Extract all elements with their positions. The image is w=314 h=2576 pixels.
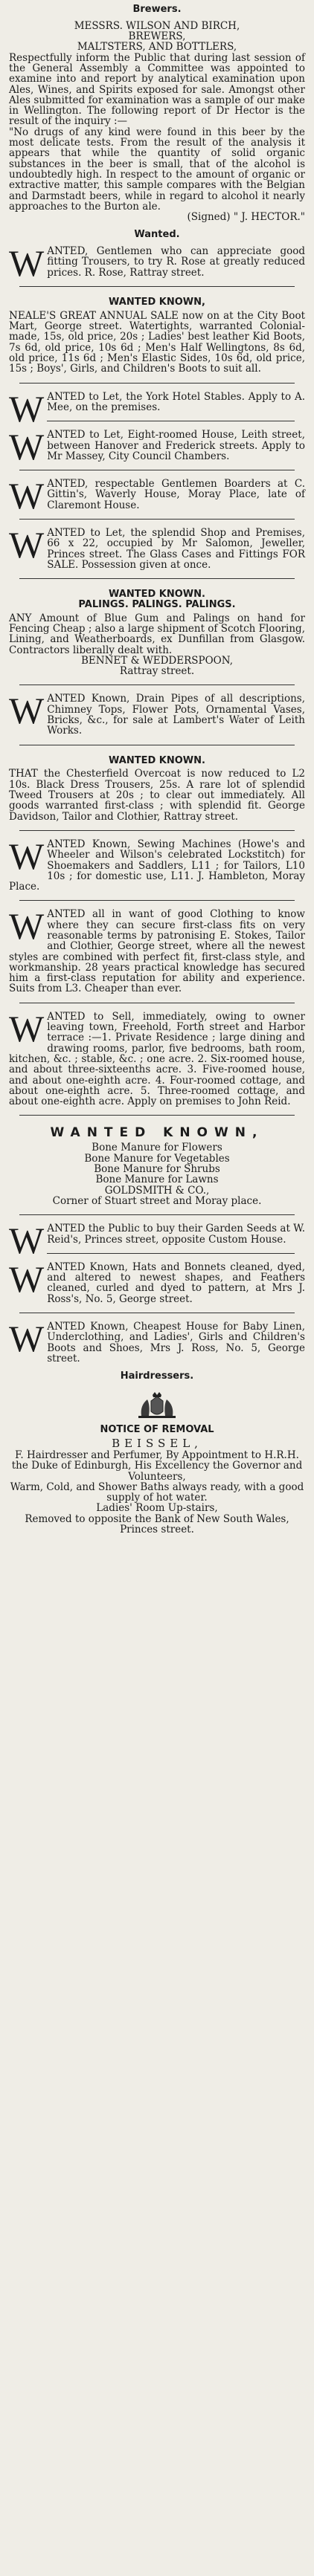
ad-garden-seeds (6, 1220, 308, 1262)
drop-cap: W (9, 387, 45, 430)
drop-cap: W (9, 1220, 45, 1262)
ad-york-stables (6, 387, 308, 430)
ad-bone-manure (6, 1122, 308, 1208)
ad-paragraph: Respectfully inform the Public that during last session of the General Assembly a Committee was appointed to examine into and report by analytical examination upon Ales, Wines, and Spirits exposed for sale. Amongst other Ales submitted for examination was a sample of our make in Wellington. The following report of Dr Hector is the result of the inquiry :— (9, 51, 305, 128)
ad-name: BEISSEL, (112, 1437, 202, 1451)
ad-splendid-shop (6, 523, 308, 572)
ad-neale-sale (6, 294, 308, 376)
drop-cap: W (9, 690, 45, 732)
ad-paragraph: ANTED to Let, the splendid Shop and Premises, 66 x 22, occupied by Mr Salomon, Jeweller, Princes street. The Glass Cases and Fittings FOR SALE. Possession given at once. (47, 526, 305, 571)
ad-good-clothing (6, 907, 308, 995)
section-heading-hairdressers: Hairdressers. (120, 1370, 194, 1382)
ad-paragraph: F. Hairdresser and Perfumer, By Appointment to H.R.H. the Duke of Edinburgh, His Excellency the Governor and Volunteers, (11, 1449, 303, 1483)
ad-paragraph: ANTED the Public to buy their Garden Seeds at W. Reid's, Princes street, opposite Custom House. (47, 1223, 305, 1246)
divider (19, 286, 295, 287)
ad-paragraph: NEALE'S GREAT ANNUAL SALE now on at the City Boot Mart, George street. Watertights, warranted Colonial-made, 15s, old price, 20s ; Ladies' best leather Kid Boots, 7s 6d, old price, 10s 6d ; Men's Half Wellingtons, 8s 6d, old price, 11s 6d ; Men's Elastic Sides, 10s 6d, old price, 15s ; Boys', Girls, and Children's Boots to suit all. (9, 309, 305, 375)
drop-cap: W (9, 1318, 45, 1360)
ad-paragraph: ANTED to Sell, immediately, owing to owner leaving town, Freehold, Forth street and Harbor terrace :—1. Private Residence ; large dining and drawing rooms, parlor, five bedrooms, bath room, kitchen, &c. ; stable, &c. ; one acre. 2. Six-roomed house, and about three-sixteenths acre. 3. Five-roomed house, and about one-eighth acre. 4. Four-roomed cottage, and about one-eighth acre. 5. Three-roomed cottage, and about one-eighth acre. Apply on premises to John Reid. (9, 1010, 305, 1108)
ad-paragraph: ANTED, respectable Gentlemen Boarders at C. Gittin's, Waverly House, Moray Place, late of Claremont House. (47, 478, 305, 511)
ad-paragraph: Bone Manure for Flowers Bone Manure for Vegetables Bone Manure for Shrubs Bone Manure for Lawns GOLDSMITH & CO., Corner of Stuart street and Moray place. (52, 1142, 262, 1207)
drop-cap: W (9, 1007, 45, 1049)
section-heading-wanted: Wanted. (134, 229, 180, 241)
divider (19, 1115, 295, 1116)
ad-eight-roomed-house (6, 426, 308, 468)
drop-cap: W (9, 475, 45, 517)
ad-chesterfield (6, 752, 308, 823)
drop-cap: W (9, 1258, 45, 1300)
ad-signature: BENNET & WEDDERSPOON, Rattray street. (81, 654, 233, 678)
ad-paragraph: ANTED Known, Hats and Bonnets cleaned, dyed, and altered to newest shapes, and Feathers cleaned, curled and dyed to pattern, at Mrs J. Ross's, No. 5, George street. (47, 1261, 305, 1305)
ad-drain-pipes (6, 692, 308, 737)
ad-beissel (6, 1386, 308, 1536)
ad-gentlemen-boarders (6, 475, 308, 517)
newspaper-page (6, 0, 308, 1536)
ad-heading: WANTED KNOWN. PALINGS. PALINGS. PALINGS. (78, 589, 236, 610)
ad-heading: WANTED KNOWN, (50, 1125, 264, 1141)
divider (19, 578, 295, 579)
drop-cap: W (9, 242, 45, 285)
divider (19, 1214, 295, 1215)
ad-paragraph: ANTED Known, Sewing Machines (Howe's and Wheeler and Wilson's celebrated Lockstitch) for Shoemakers and Saddlers, L11 ; for Tailors, L10 10s ; for domestic use, L11. J. Hambleton, Moray Place. (9, 838, 305, 893)
drop-cap: W (9, 426, 45, 468)
drop-cap: W (9, 905, 45, 948)
section-heading-brewers: Brewers. (132, 4, 182, 15)
drop-cap: W (9, 523, 45, 566)
ad-paragraph: ANY Amount of Blue Gum and Palings on hand for Fencing Cheap ; also a large shipment of Scotch Flooring, Lining, and Weatherboards, ex Dunfillan from Glasgow. Contractors liberally dealt with. (9, 612, 305, 656)
divider (19, 830, 295, 831)
ad-gentlemen-trousers (6, 242, 308, 285)
ad-paragraph: MESSRS. WILSON AND BIRCH, BREWERS, MALTSTERS, AND BOTTLERS, (74, 19, 240, 54)
ad-heading: WANTED KNOWN. (109, 754, 205, 766)
divider (19, 900, 295, 901)
ad-paragraph: ANTED all in want of good Clothing to know where they can secure first-class fits on very reasonable terms by patronising E. Stokes, Tailor and Clothier, George street, where all the newest styles are combined with perfect fit, first-class style, and workmanship. 28 years practical knowledge has secured him a first-class reputation for ability and experience. Suits from L3. Cheaper than ever. (9, 908, 305, 995)
divider (19, 383, 295, 384)
ad-cheapest-house (6, 1320, 308, 1365)
ad-paragraph: ANTED Known, Drain Pipes of all descriptions, Chimney Tops, Flower Pots, Ornamental Vases, Bricks, &c., for sale at Lambert's Water of Leith Works. (47, 693, 305, 737)
ad-paragraph: ANTED to Let, Eight-roomed House, Leith street, between Hanover and Frederick streets. Apply to Mr Massey, City Council Chambers. (47, 429, 305, 462)
ad-paragraph: "No drugs of any kind were found in this beer by the most delicate tests. From the result of the analysis it appears that while the quantity of solid organic substances in the beer is small, that of the alcohol is undoubtedly high. In respect to the amount of organic or extractive matter, this sample compares with the Belgian and Darmstadt beers, while in regard to alcohol it nearly approaches to the Burton ale. (9, 126, 305, 213)
ad-paragraph: THAT the Chesterfield Overcoat is now reduced to L2 10s. Black Dress Trousers, 25s. A rare lot of splendid Tweed Trousers at 20s ; to clear out immediately. All goods warranted first-class ; with splendid fit. George Davidson, Tailor and Clothier, Rattray street. (9, 768, 305, 823)
ad-wilson-birch (6, 19, 308, 224)
ad-palings (6, 586, 308, 678)
divider (47, 1253, 295, 1254)
ad-hats-bonnets (6, 1258, 308, 1306)
ad-to-sell (6, 1007, 308, 1109)
ad-paragraph: Warm, Cold, and Shower Baths always ready, with a good supply of hot water. Ladies' Room Up-stairs, (10, 1480, 304, 1515)
ad-heading: WANTED KNOWN, (109, 297, 205, 308)
divider (19, 519, 295, 520)
ad-signature: (Signed) " J. HECTOR." (187, 211, 305, 224)
ad-paragraph: ANTED Known, Cheapest House for Baby Linen, Underclothing, and Ladies', Girls and Children's Boots and Shoes, Mrs J. Ross, No. 5, George street. (47, 1321, 305, 1365)
ad-paragraph: ANTED, Gentlemen who can appreciate good fitting Trousers, to try R. Rose at greatly reduced prices. R. Rose, Rattray street. (47, 245, 305, 279)
ad-sewing-machines (6, 835, 308, 893)
ad-heading: NOTICE OF REMOVAL (100, 1424, 214, 1436)
drop-cap: W (9, 835, 45, 877)
ad-paragraph: ANTED to Let, the York Hotel Stables. Apply to A. Mee, on the premises. (47, 390, 305, 413)
royal-crest-icon (9, 1391, 305, 1423)
ad-paragraph: Removed to opposite the Bank of New South Wales, Princes street. (25, 1512, 289, 1536)
